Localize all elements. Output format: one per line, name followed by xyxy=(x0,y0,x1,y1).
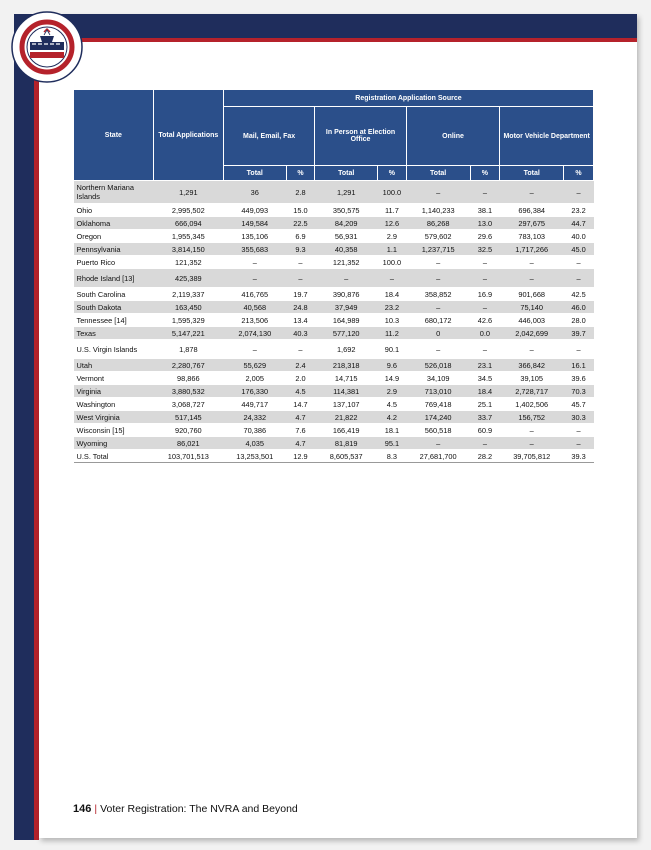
cell-total-applications: 103,701,513 xyxy=(153,450,223,463)
header-state: State xyxy=(74,90,154,181)
cell-online-percent: 38.1 xyxy=(470,204,500,217)
table-row xyxy=(74,243,594,256)
cell-mail-percent: 4.5 xyxy=(286,385,315,398)
cell-online-percent: 32.5 xyxy=(470,243,500,256)
cell-motor-vehicle-total: 39,105 xyxy=(500,372,564,385)
table-row xyxy=(74,204,594,217)
cell-motor-vehicle-percent: 39.3 xyxy=(564,450,594,463)
cell-motor-vehicle-total: 39,705,812 xyxy=(500,450,564,463)
cell-in-person-total: 121,352 xyxy=(315,256,378,269)
cell-total-applications: 1,878 xyxy=(153,340,223,359)
cell-in-person-percent: 90.1 xyxy=(378,340,407,359)
table-row xyxy=(74,424,594,437)
cell-in-person-percent: 95.1 xyxy=(378,437,407,450)
header-group-motor-vehicle: Motor Vehicle Department xyxy=(500,107,594,166)
cell-motor-vehicle-total: 901,668 xyxy=(500,288,564,301)
cell-total-applications: 3,814,150 xyxy=(153,243,223,256)
table-row xyxy=(74,359,594,372)
cell-mail-total: 355,683 xyxy=(223,243,286,256)
cell-online-total: 713,010 xyxy=(406,385,470,398)
cell-in-person-percent: 100.0 xyxy=(378,181,407,204)
cell-state: West Virginia xyxy=(74,411,154,424)
cell-mail-percent: – xyxy=(286,340,315,359)
table-row xyxy=(74,256,594,269)
cell-in-person-percent: 14.9 xyxy=(378,372,407,385)
cell-online-total: 1,140,233 xyxy=(406,204,470,217)
cell-total-applications: 98,866 xyxy=(153,372,223,385)
cell-mail-percent: 7.6 xyxy=(286,424,315,437)
cell-motor-vehicle-total: 783,103 xyxy=(500,230,564,243)
table-row xyxy=(74,340,594,359)
cell-state: U.S. Total xyxy=(74,450,154,463)
cell-online-total: 769,418 xyxy=(406,398,470,411)
cell-in-person-total: 137,107 xyxy=(315,398,378,411)
top-banner xyxy=(14,14,637,38)
header-group-in-person: In Person at Election Office xyxy=(315,107,406,166)
cell-online-total: 34,109 xyxy=(406,372,470,385)
cell-mail-percent: 2.0 xyxy=(286,372,315,385)
cell-motor-vehicle-percent: 44.7 xyxy=(564,217,594,230)
cell-in-person-percent: 100.0 xyxy=(378,256,407,269)
footer-separator: | xyxy=(94,803,98,815)
cell-mail-percent: 14.7 xyxy=(286,398,315,411)
cell-mail-percent: 2.8 xyxy=(286,181,315,204)
cell-online-total: – xyxy=(406,301,470,314)
header-group-mail: Mail, Email, Fax xyxy=(223,107,314,166)
cell-in-person-total: 21,822 xyxy=(315,411,378,424)
cell-state: Texas xyxy=(74,327,154,340)
cell-total-applications: 5,147,221 xyxy=(153,327,223,340)
cell-online-total: 526,018 xyxy=(406,359,470,372)
cell-mail-total: – xyxy=(223,340,286,359)
cell-motor-vehicle-percent: – xyxy=(564,437,594,450)
table-row xyxy=(74,230,594,243)
cell-online-percent: 0.0 xyxy=(470,327,500,340)
cell-online-percent: – xyxy=(470,181,500,204)
cell-online-percent: – xyxy=(470,437,500,450)
cell-online-total: 0 xyxy=(406,327,470,340)
cell-motor-vehicle-percent: 30.3 xyxy=(564,411,594,424)
cell-in-person-total: 81,819 xyxy=(315,437,378,450)
cell-mail-total: 149,584 xyxy=(223,217,286,230)
cell-motor-vehicle-percent: 40.0 xyxy=(564,230,594,243)
cell-motor-vehicle-percent: 46.0 xyxy=(564,301,594,314)
cell-total-applications: 163,450 xyxy=(153,301,223,314)
cell-online-total: 1,237,715 xyxy=(406,243,470,256)
subheader-percent: % xyxy=(564,166,594,181)
cell-in-person-percent: 11.7 xyxy=(378,204,407,217)
cell-motor-vehicle-total: – xyxy=(500,269,564,288)
cell-mail-percent: 19.7 xyxy=(286,288,315,301)
page-number: 146 xyxy=(73,803,92,815)
cell-motor-vehicle-percent: – xyxy=(564,269,594,288)
cell-motor-vehicle-percent: 39.6 xyxy=(564,372,594,385)
table-body xyxy=(74,181,594,463)
cell-in-person-percent: 8.3 xyxy=(378,450,407,463)
cell-online-percent: 13.0 xyxy=(470,217,500,230)
cell-online-percent: – xyxy=(470,269,500,288)
cell-mail-total: 135,106 xyxy=(223,230,286,243)
cell-motor-vehicle-total: – xyxy=(500,437,564,450)
cell-mail-percent: 13.4 xyxy=(286,314,315,327)
cell-mail-total: 449,093 xyxy=(223,204,286,217)
cell-motor-vehicle-total: 1,717,266 xyxy=(500,243,564,256)
cell-in-person-total: 14,715 xyxy=(315,372,378,385)
cell-motor-vehicle-total: 366,842 xyxy=(500,359,564,372)
cell-online-total: – xyxy=(406,269,470,288)
cell-state: South Dakota xyxy=(74,301,154,314)
cell-total-applications: 2,995,502 xyxy=(153,204,223,217)
cell-motor-vehicle-percent: 45.0 xyxy=(564,243,594,256)
cell-mail-total: 2,074,130 xyxy=(223,327,286,340)
cell-state: Northern Mariana Islands xyxy=(74,181,154,204)
cell-in-person-percent: 18.1 xyxy=(378,424,407,437)
cell-motor-vehicle-percent: 23.2 xyxy=(564,204,594,217)
cell-in-person-total: 56,931 xyxy=(315,230,378,243)
header-group-online: Online xyxy=(406,107,500,166)
cell-in-person-percent: 2.9 xyxy=(378,385,407,398)
cell-in-person-percent: 23.2 xyxy=(378,301,407,314)
cell-state: Wyoming xyxy=(74,437,154,450)
cell-total-applications: 121,352 xyxy=(153,256,223,269)
cell-motor-vehicle-percent: – xyxy=(564,181,594,204)
cell-in-person-total: 114,381 xyxy=(315,385,378,398)
cell-state: Washington xyxy=(74,398,154,411)
cell-state: Oklahoma xyxy=(74,217,154,230)
cell-total-applications: 517,145 xyxy=(153,411,223,424)
cell-motor-vehicle-percent: 28.0 xyxy=(564,314,594,327)
cell-state: Oregon xyxy=(74,230,154,243)
cell-online-percent: 23.1 xyxy=(470,359,500,372)
cell-mail-total: 176,330 xyxy=(223,385,286,398)
cell-motor-vehicle-total: – xyxy=(500,256,564,269)
cell-motor-vehicle-percent: – xyxy=(564,424,594,437)
cell-in-person-total: 84,209 xyxy=(315,217,378,230)
cell-mail-percent: 40.3 xyxy=(286,327,315,340)
cell-online-percent: 33.7 xyxy=(470,411,500,424)
cell-total-applications: 2,280,767 xyxy=(153,359,223,372)
cell-online-total: 358,852 xyxy=(406,288,470,301)
cell-in-person-total: 164,989 xyxy=(315,314,378,327)
table-row xyxy=(74,288,594,301)
cell-online-percent: 60.9 xyxy=(470,424,500,437)
table-row xyxy=(74,372,594,385)
table-total-row xyxy=(74,450,594,463)
cell-mail-percent: 4.7 xyxy=(286,411,315,424)
table-row xyxy=(74,269,594,288)
cell-mail-total: – xyxy=(223,256,286,269)
cell-mail-total: 213,506 xyxy=(223,314,286,327)
cell-in-person-percent: 12.6 xyxy=(378,217,407,230)
cell-online-percent: – xyxy=(470,340,500,359)
page-footer xyxy=(73,803,298,815)
cell-state: South Carolina xyxy=(74,288,154,301)
cell-total-applications: 1,291 xyxy=(153,181,223,204)
binding-spine xyxy=(14,14,36,840)
cell-mail-total: 70,386 xyxy=(223,424,286,437)
subheader-percent: % xyxy=(470,166,500,181)
header-total-applications: Total Applications xyxy=(153,90,223,181)
cell-online-percent: 18.4 xyxy=(470,385,500,398)
cell-online-total: 27,681,700 xyxy=(406,450,470,463)
cell-in-person-total: 40,358 xyxy=(315,243,378,256)
cell-motor-vehicle-percent: – xyxy=(564,256,594,269)
cell-motor-vehicle-total: 156,752 xyxy=(500,411,564,424)
table-row xyxy=(74,217,594,230)
cell-in-person-total: 218,318 xyxy=(315,359,378,372)
cell-total-applications: 3,880,532 xyxy=(153,385,223,398)
table-row xyxy=(74,437,594,450)
registration-source-table xyxy=(73,89,594,463)
cell-motor-vehicle-total: – xyxy=(500,181,564,204)
cell-mail-total: 13,253,501 xyxy=(223,450,286,463)
cell-motor-vehicle-total: 297,675 xyxy=(500,217,564,230)
table-row xyxy=(74,385,594,398)
cell-in-person-total: 166,419 xyxy=(315,424,378,437)
eac-seal-logo xyxy=(10,10,84,84)
cell-motor-vehicle-total: 446,003 xyxy=(500,314,564,327)
cell-motor-vehicle-percent: 16.1 xyxy=(564,359,594,372)
cell-total-applications: 3,068,727 xyxy=(153,398,223,411)
cell-mail-total: 449,717 xyxy=(223,398,286,411)
subheader-total: Total xyxy=(500,166,564,181)
cell-in-person-percent: 10.3 xyxy=(378,314,407,327)
cell-mail-percent: 15.0 xyxy=(286,204,315,217)
footer-title: Voter Registration: The NVRA and Beyond xyxy=(100,803,298,815)
cell-online-total: – xyxy=(406,437,470,450)
cell-motor-vehicle-total: 1,402,506 xyxy=(500,398,564,411)
cell-motor-vehicle-total: – xyxy=(500,424,564,437)
cell-mail-total: 24,332 xyxy=(223,411,286,424)
cell-in-person-total: – xyxy=(315,269,378,288)
cell-online-percent: 25.1 xyxy=(470,398,500,411)
cell-in-person-total: 390,876 xyxy=(315,288,378,301)
subheader-total: Total xyxy=(406,166,470,181)
subheader-percent: % xyxy=(378,166,407,181)
cell-motor-vehicle-percent: 70.3 xyxy=(564,385,594,398)
cell-mail-total: 36 xyxy=(223,181,286,204)
cell-motor-vehicle-total: – xyxy=(500,340,564,359)
cell-mail-percent: 12.9 xyxy=(286,450,315,463)
cell-motor-vehicle-percent: 42.5 xyxy=(564,288,594,301)
cell-mail-percent: 22.5 xyxy=(286,217,315,230)
subheader-total: Total xyxy=(315,166,378,181)
cell-motor-vehicle-percent: 45.7 xyxy=(564,398,594,411)
cell-total-applications: 425,389 xyxy=(153,269,223,288)
cell-state: Vermont xyxy=(74,372,154,385)
cell-total-applications: 1,955,345 xyxy=(153,230,223,243)
cell-in-person-percent: 2.9 xyxy=(378,230,407,243)
cell-in-person-percent: 1.1 xyxy=(378,243,407,256)
cell-motor-vehicle-total: 2,042,699 xyxy=(500,327,564,340)
cell-in-person-percent: – xyxy=(378,269,407,288)
cell-mail-total: 4,035 xyxy=(223,437,286,450)
cell-state: U.S. Virgin Islands xyxy=(74,340,154,359)
cell-total-applications: 86,021 xyxy=(153,437,223,450)
cell-in-person-percent: 9.6 xyxy=(378,359,407,372)
cell-in-person-total: 350,575 xyxy=(315,204,378,217)
cell-total-applications: 920,760 xyxy=(153,424,223,437)
cell-total-applications: 2,119,337 xyxy=(153,288,223,301)
cell-online-total: 174,240 xyxy=(406,411,470,424)
cell-online-percent: 34.5 xyxy=(470,372,500,385)
cell-state: Virginia xyxy=(74,385,154,398)
cell-in-person-percent: 11.2 xyxy=(378,327,407,340)
cell-online-total: 579,602 xyxy=(406,230,470,243)
cell-online-total: 86,268 xyxy=(406,217,470,230)
table-row xyxy=(74,301,594,314)
cell-in-person-total: 37,949 xyxy=(315,301,378,314)
cell-online-total: – xyxy=(406,340,470,359)
cell-motor-vehicle-percent: – xyxy=(564,340,594,359)
cell-mail-percent: – xyxy=(286,256,315,269)
subheader-percent: % xyxy=(286,166,315,181)
cell-in-person-total: 1,692 xyxy=(315,340,378,359)
cell-mail-percent: 6.9 xyxy=(286,230,315,243)
cell-state: Tennessee [14] xyxy=(74,314,154,327)
table-row xyxy=(74,398,594,411)
cell-online-percent: 29.6 xyxy=(470,230,500,243)
subheader-total: Total xyxy=(223,166,286,181)
cell-state: Utah xyxy=(74,359,154,372)
cell-online-percent: 16.9 xyxy=(470,288,500,301)
cell-mail-total: 416,765 xyxy=(223,288,286,301)
cell-state: Rhode Island [13] xyxy=(74,269,154,288)
cell-online-total: 680,172 xyxy=(406,314,470,327)
cell-mail-percent: 9.3 xyxy=(286,243,315,256)
cell-state: Puerto Rico xyxy=(74,256,154,269)
cell-total-applications: 1,595,329 xyxy=(153,314,223,327)
cell-mail-total: – xyxy=(223,269,286,288)
cell-online-total: – xyxy=(406,181,470,204)
table-row xyxy=(74,314,594,327)
cell-in-person-percent: 4.2 xyxy=(378,411,407,424)
table-row xyxy=(74,327,594,340)
cell-mail-total: 40,568 xyxy=(223,301,286,314)
cell-online-total: – xyxy=(406,256,470,269)
cell-state: Wisconsin [15] xyxy=(74,424,154,437)
cell-mail-total: 55,629 xyxy=(223,359,286,372)
cell-motor-vehicle-percent: 39.7 xyxy=(564,327,594,340)
cell-total-applications: 666,094 xyxy=(153,217,223,230)
cell-online-percent: – xyxy=(470,301,500,314)
table-row xyxy=(74,411,594,424)
cell-online-percent: 42.6 xyxy=(470,314,500,327)
cell-online-percent: – xyxy=(470,256,500,269)
cell-in-person-percent: 18.4 xyxy=(378,288,407,301)
top-banner-red-stripe xyxy=(39,38,637,42)
cell-mail-total: 2,005 xyxy=(223,372,286,385)
cell-motor-vehicle-total: 2,728,717 xyxy=(500,385,564,398)
cell-mail-percent: 4.7 xyxy=(286,437,315,450)
cell-in-person-total: 8,605,537 xyxy=(315,450,378,463)
cell-mail-percent: – xyxy=(286,269,315,288)
cell-motor-vehicle-total: 75,140 xyxy=(500,301,564,314)
header-source-title: Registration Application Source xyxy=(223,90,593,107)
cell-in-person-percent: 4.5 xyxy=(378,398,407,411)
cell-in-person-total: 1,291 xyxy=(315,181,378,204)
cell-state: Pennsylvania xyxy=(74,243,154,256)
cell-online-percent: 28.2 xyxy=(470,450,500,463)
cell-in-person-total: 577,120 xyxy=(315,327,378,340)
cell-state: Ohio xyxy=(74,204,154,217)
cell-mail-percent: 24.8 xyxy=(286,301,315,314)
cell-motor-vehicle-total: 696,384 xyxy=(500,204,564,217)
cell-online-total: 560,518 xyxy=(406,424,470,437)
cell-mail-percent: 2.4 xyxy=(286,359,315,372)
table-row xyxy=(74,181,594,204)
